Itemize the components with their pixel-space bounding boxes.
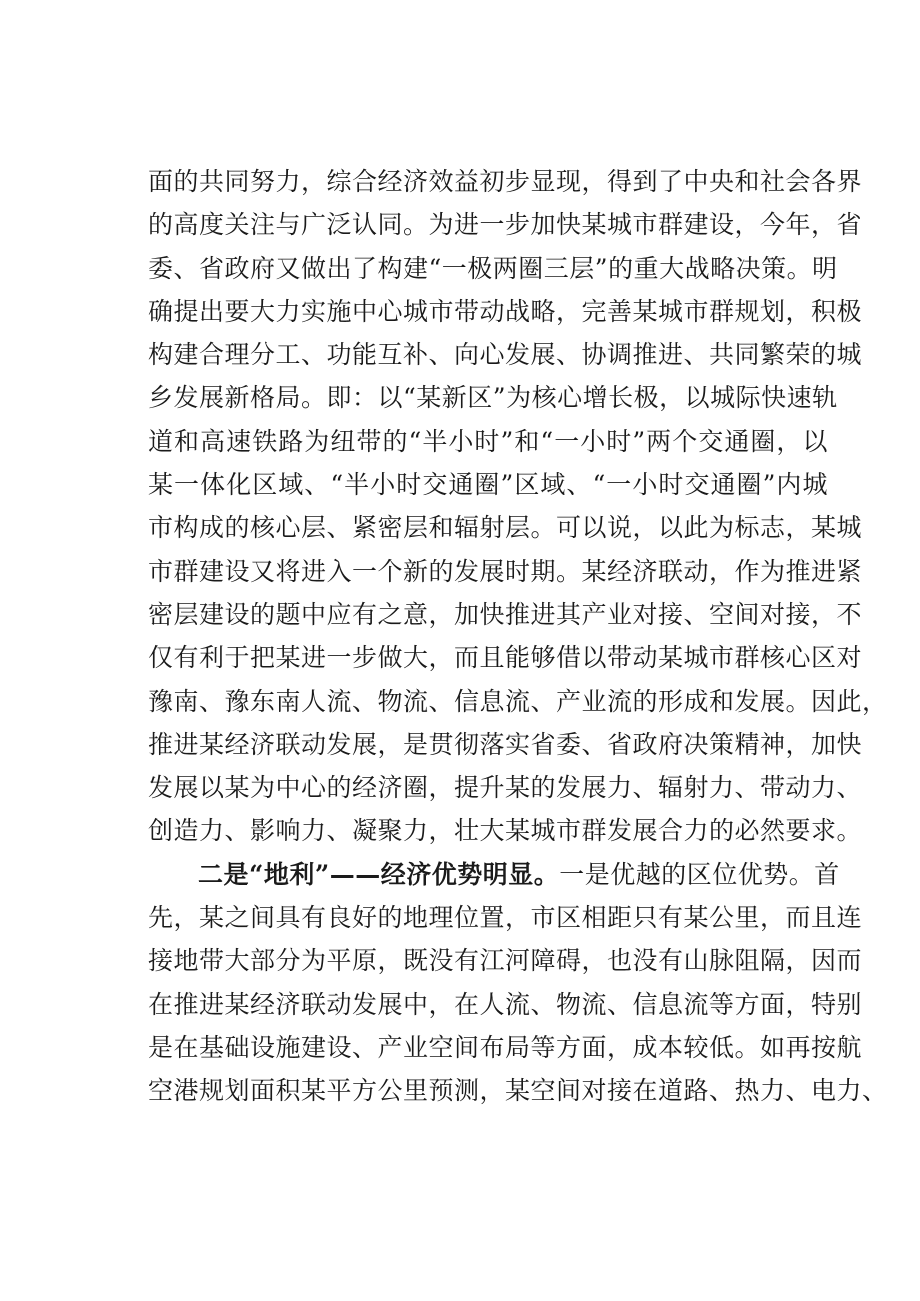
text-line: 构建合理分工、功能互补、向心发展、协调推进、共同繁荣的城 [148, 340, 863, 370]
text-line: 面的共同努力，综合经济效益初步显现，得到了中央和社会各界 [148, 167, 863, 196]
text-line: 发展以某为中心的经济圈，提升某的发展力、辐射力、带动力、 [148, 773, 863, 803]
text-line: 某一体化区域、“半小时交通圈”区域、“一小时交通圈”内城 [148, 470, 828, 500]
text-line: 是在基础设施建设、产业空间布局等方面，成本较低。如再按航 [148, 1032, 863, 1062]
heading-continuation: 一是优越的区位优势。首 [559, 859, 840, 889]
text-line: 空港规划面积某平方公里预测，某空间对接在道路、热力、电力、 [148, 1076, 888, 1106]
text-line: 密层建设的题中应有之意，加快推进其产业对接、空间对接，不 [148, 599, 863, 629]
text-line: 市群建设又将进入一个新的发展时期。某经济联动，作为推进紧 [148, 556, 863, 586]
text-line: 豫南、豫东南人流、物流、信息流、产业流的形成和发展。因此， [148, 686, 888, 716]
section-heading: 二是“地利”——经济优势明显。 [198, 859, 560, 889]
text-line: 乡发展新格局。即：以“某新区”为核心增长极，以城际快速轨 [148, 383, 838, 413]
body-text [148, 160, 888, 1113]
text-line: 先，某之间具有良好的地理位置，市区相距只有某公里，而且连 [148, 903, 863, 933]
text-line: 委、省政府又做出了构建“一极两圈三层”的重大战略决策。明 [148, 253, 838, 283]
text-line: 创造力、影响力、凝聚力，壮大某城市群发展合力的必然要求。 [148, 816, 863, 846]
section-heading-line [148, 853, 840, 896]
text-line: 在推进某经济联动发展中，在人流、物流、信息流等方面，特别 [148, 989, 863, 1019]
text-line: 的高度关注与广泛认同。为进一步加快某城市群建设，今年，省 [148, 210, 863, 240]
text-line: 仅有利于把某进一步做大，而且能够借以带动某城市群核心区对 [148, 643, 863, 673]
text-line: 确提出要大力实施中心城市带动战略，完善某城市群规划，积极 [148, 296, 863, 326]
text-line: 接地带大部分为平原，既没有江河障碍，也没有山脉阻隔，因而 [148, 946, 863, 976]
text-line: 市构成的核心层、紧密层和辐射层。可以说，以此为标志，某城 [148, 513, 863, 543]
text-line: 推进某经济联动发展，是贯彻落实省委、省政府决策精神，加快 [148, 729, 863, 759]
text-line: 道和高速铁路为纽带的“半小时”和“一小时”两个交通圈，以 [148, 426, 828, 456]
